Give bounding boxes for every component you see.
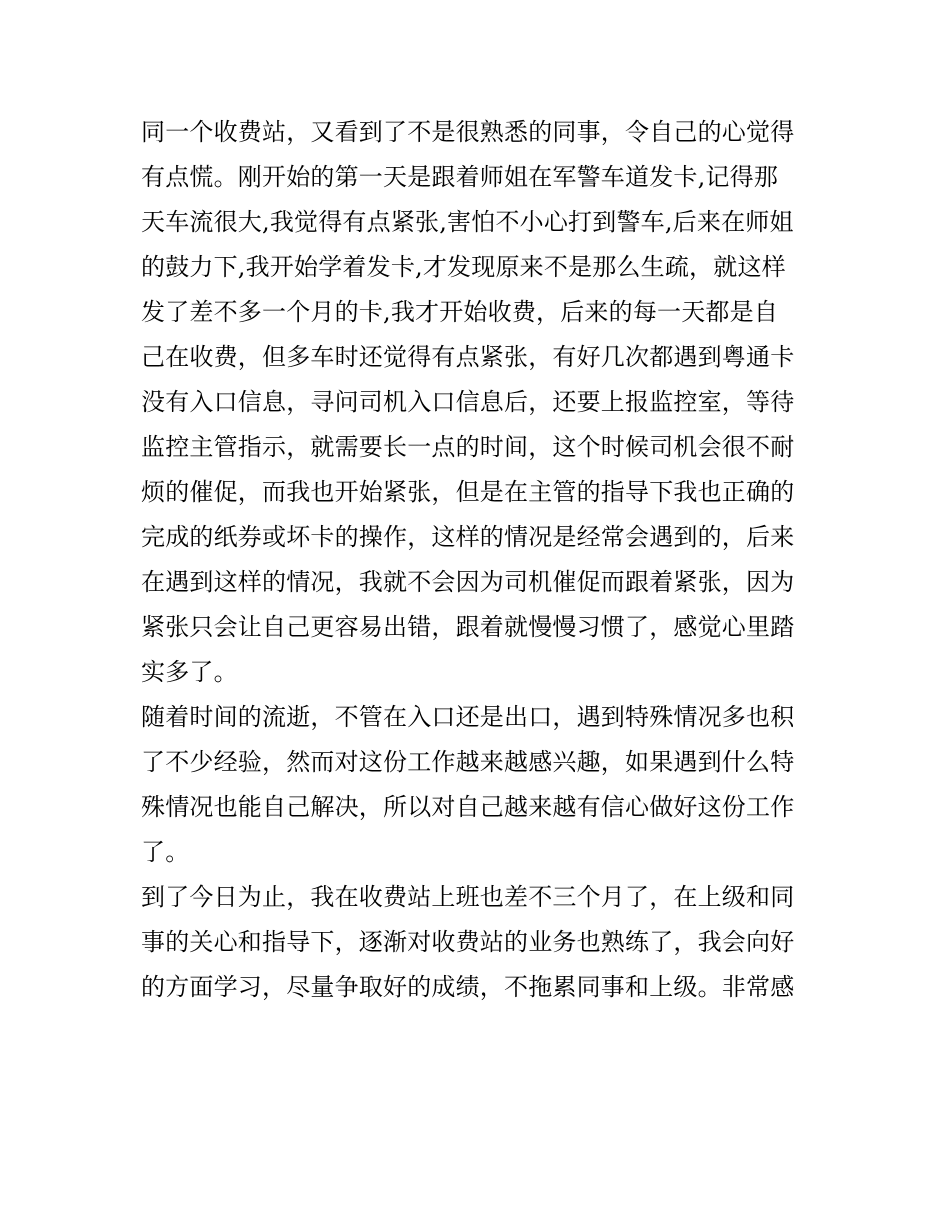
text-line: 到了今日为止，我在收费站上班也差不三个月了，在上级和同 — [141, 883, 795, 911]
text-line: 烦的催促，而我也开始紧张，但是在主管的指导下我也正确的 — [141, 478, 795, 506]
text-line: 天车流很大,我觉得有点紧张,害怕不小心打到警车,后来在师姐 — [141, 208, 794, 236]
text-line: 的方面学习，尽量争取好的成绩，不拖累同事和上级。非常感 — [141, 973, 795, 1001]
text-line: 随着时间的流逝，不管在入口还是出口，遇到特殊情况多也积 — [141, 703, 795, 731]
text-line: 没有入口信息，寻问司机入口信息后，还要上报监控室，等待 — [141, 388, 795, 416]
text-line: 发了差不多一个月的卡,我才开始收费，后来的每一天都是自 — [141, 298, 779, 326]
text-line: 监控主管指示，就需要长一点的时间，这个时候司机会很不耐 — [141, 433, 795, 461]
text-line: 的鼓力下,我开始学着发卡,才发现原来不是那么生疏，就这样 — [141, 253, 786, 281]
text-line: 事的关心和指导下，逐渐对收费站的业务也熟练了，我会向好 — [141, 928, 795, 956]
document-body — [141, 110, 813, 1010]
text-line: 同一个收费站，又看到了不是很熟悉的同事，令自己的心觉得 — [141, 118, 795, 146]
paragraph-1 — [141, 110, 813, 695]
text-line: 了。 — [141, 838, 190, 866]
text-line: 殊情况也能自己解决，所以对自己越来越有信心做好这份工作 — [141, 793, 795, 821]
paragraph-3 — [141, 875, 813, 1010]
text-line: 实多了。 — [141, 658, 238, 686]
text-line: 有点慌。刚开始的第一天是跟着师姐在军警车道发卡,记得那 — [141, 163, 779, 191]
text-line: 己在收费，但多车时还觉得有点紧张，有好几次都遇到粤通卡 — [141, 343, 795, 371]
text-line: 完成的纸券或坏卡的操作，这样的情况是经常会遇到的，后来 — [141, 523, 795, 551]
paragraph-2 — [141, 695, 813, 875]
text-line: 在遇到这样的情况，我就不会因为司机催促而跟着紧张，因为 — [141, 568, 795, 596]
text-line: 了不少经验，然而对这份工作越来越感兴趣，如果遇到什么特 — [141, 748, 795, 776]
text-line: 紧张只会让自己更容易出错，跟着就慢慢习惯了，感觉心里踏 — [141, 613, 795, 641]
